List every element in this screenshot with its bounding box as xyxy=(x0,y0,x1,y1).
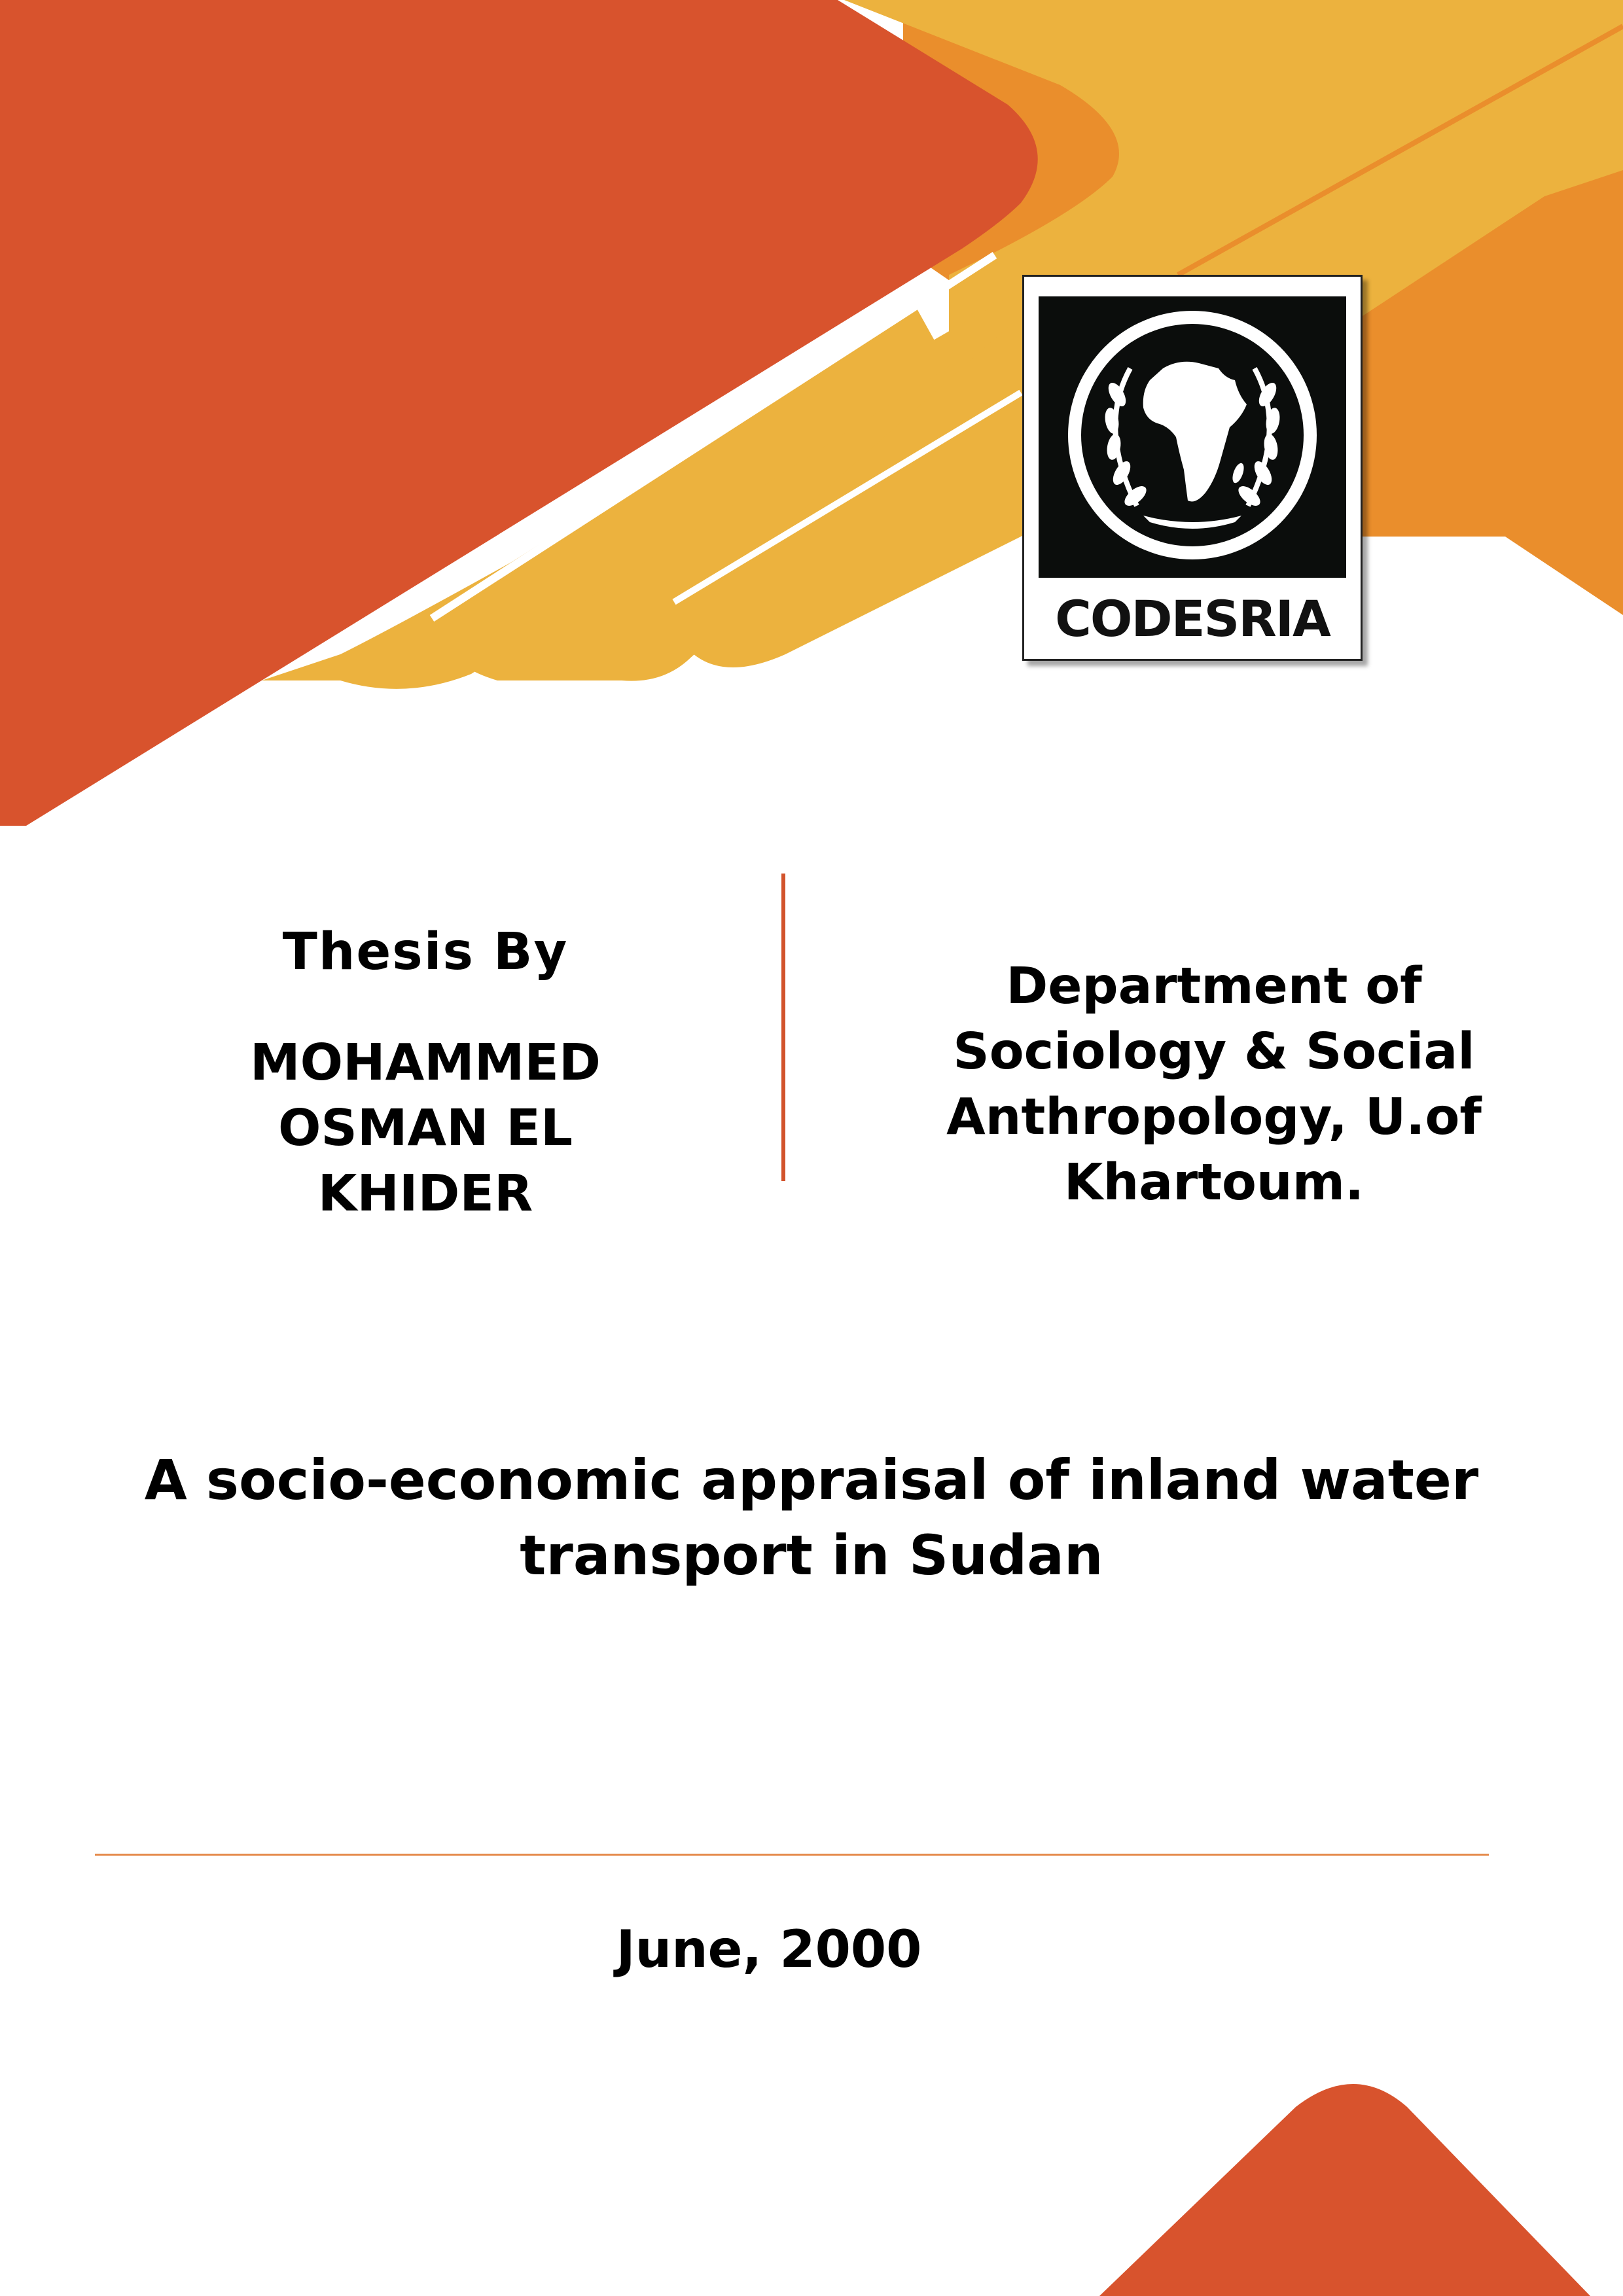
vertical-divider xyxy=(781,874,785,1181)
codesria-logo xyxy=(1022,275,1363,661)
department-line: Sociology & Social xyxy=(953,1023,1475,1081)
thesis-title-line: transport in Sudan xyxy=(520,1523,1103,1587)
publication-date: June, 2000 xyxy=(616,1920,922,1979)
department-line: Department of xyxy=(1006,957,1422,1016)
logo-wordmark: CODESRIA xyxy=(1055,590,1330,648)
department-name xyxy=(857,954,1571,1216)
department-line: Khartoum. xyxy=(1063,1154,1364,1212)
department-line: Anthropology, U.of xyxy=(946,1088,1482,1146)
africa-map-laurel-icon xyxy=(1039,296,1346,578)
logo-emblem-panel xyxy=(1039,296,1346,578)
thesis-title-line: A socio-economic appraisal of inland water xyxy=(144,1448,1479,1512)
thesis-title xyxy=(52,1443,1571,1593)
bottom-right-triangle xyxy=(1099,2084,1590,2296)
author-name-line: OSMAN EL xyxy=(277,1099,573,1157)
author-name-line: MOHAMMED xyxy=(250,1034,601,1092)
thesis-by-label: Thesis By xyxy=(282,923,569,981)
horizontal-rule xyxy=(95,1854,1489,1856)
author-name-line: KHIDER xyxy=(317,1165,533,1223)
author-name xyxy=(164,1031,687,1227)
